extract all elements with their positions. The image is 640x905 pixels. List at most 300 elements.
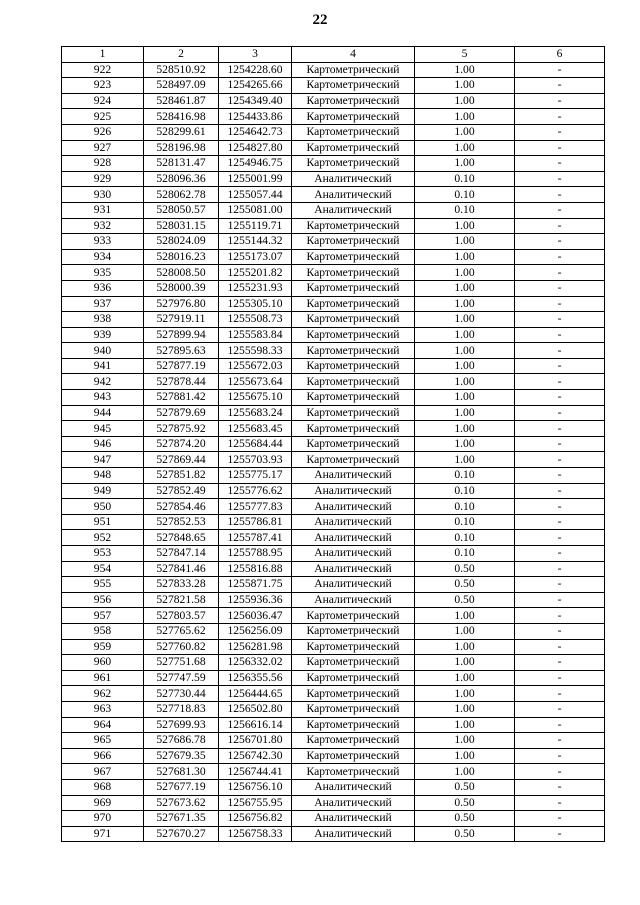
point-number-cell: 940 <box>62 343 144 359</box>
method-cell: Аналитический <box>292 514 415 530</box>
method-cell: Картометрический <box>292 623 415 639</box>
table-row <box>62 374 605 390</box>
y-coordinate-cell: 1256502.80 <box>219 701 292 717</box>
accuracy-cell: 1.00 <box>415 249 515 265</box>
x-coordinate-cell: 527730.44 <box>144 686 219 702</box>
x-coordinate-cell: 527848.65 <box>144 530 219 546</box>
x-coordinate-cell: 527673.62 <box>144 795 219 811</box>
table-row <box>62 733 605 749</box>
y-coordinate-cell: 1255683.45 <box>219 421 292 437</box>
description-cell: - <box>515 109 605 125</box>
y-coordinate-cell: 1256332.02 <box>219 655 292 671</box>
header-cell-point-number: 1 <box>62 47 144 63</box>
method-cell: Картометрический <box>292 764 415 780</box>
method-cell: Аналитический <box>292 561 415 577</box>
coordinates-table <box>61 46 605 842</box>
description-cell: - <box>515 358 605 374</box>
method-cell: Аналитический <box>292 779 415 795</box>
table-row <box>62 530 605 546</box>
description-cell: - <box>515 795 605 811</box>
y-coordinate-cell: 1255057.44 <box>219 187 292 203</box>
y-coordinate-cell: 1256616.14 <box>219 717 292 733</box>
accuracy-cell: 1.00 <box>415 265 515 281</box>
method-cell: Аналитический <box>292 795 415 811</box>
point-number-cell: 944 <box>62 405 144 421</box>
method-cell: Картометрический <box>292 249 415 265</box>
table-row <box>62 639 605 655</box>
accuracy-cell: 0.50 <box>415 811 515 827</box>
y-coordinate-cell: 1255786.81 <box>219 514 292 530</box>
point-number-cell: 963 <box>62 701 144 717</box>
description-cell: - <box>515 374 605 390</box>
table-row <box>62 717 605 733</box>
y-coordinate-cell: 1254946.75 <box>219 156 292 172</box>
method-cell: Картометрический <box>292 62 415 78</box>
x-coordinate-cell: 527686.78 <box>144 733 219 749</box>
x-coordinate-cell: 528461.87 <box>144 93 219 109</box>
description-cell: - <box>515 62 605 78</box>
accuracy-cell: 1.00 <box>415 218 515 234</box>
x-coordinate-cell: 527671.35 <box>144 811 219 827</box>
table-row <box>62 327 605 343</box>
x-coordinate-cell: 527803.57 <box>144 608 219 624</box>
method-cell: Картометрический <box>292 733 415 749</box>
y-coordinate-cell: 1255081.00 <box>219 202 292 218</box>
point-number-cell: 931 <box>62 202 144 218</box>
y-coordinate-cell: 1254433.86 <box>219 109 292 125</box>
accuracy-cell: 1.00 <box>415 655 515 671</box>
y-coordinate-cell: 1255508.73 <box>219 312 292 328</box>
x-coordinate-cell: 527852.49 <box>144 483 219 499</box>
y-coordinate-cell: 1256701.80 <box>219 733 292 749</box>
description-cell: - <box>515 608 605 624</box>
header-cell-accuracy: 5 <box>415 47 515 63</box>
table-row <box>62 421 605 437</box>
x-coordinate-cell: 527875.92 <box>144 421 219 437</box>
y-coordinate-cell: 1254265.66 <box>219 78 292 94</box>
method-cell: Картометрический <box>292 452 415 468</box>
x-coordinate-cell: 527895.63 <box>144 343 219 359</box>
description-cell: - <box>515 701 605 717</box>
accuracy-cell: 1.00 <box>415 234 515 250</box>
x-coordinate-cell: 527874.20 <box>144 436 219 452</box>
x-coordinate-cell: 527877.19 <box>144 358 219 374</box>
point-number-cell: 942 <box>62 374 144 390</box>
method-cell: Картометрический <box>292 78 415 94</box>
accuracy-cell: 1.00 <box>415 436 515 452</box>
x-coordinate-cell: 527681.30 <box>144 764 219 780</box>
table-row <box>62 156 605 172</box>
point-number-cell: 965 <box>62 733 144 749</box>
header-cell-description: 6 <box>515 47 605 63</box>
description-cell: - <box>515 514 605 530</box>
accuracy-cell: 1.00 <box>415 124 515 140</box>
table-row <box>62 452 605 468</box>
point-number-cell: 938 <box>62 312 144 328</box>
y-coordinate-cell: 1255305.10 <box>219 296 292 312</box>
point-number-cell: 964 <box>62 717 144 733</box>
table-row <box>62 748 605 764</box>
x-coordinate-cell: 527976.80 <box>144 296 219 312</box>
y-coordinate-cell: 1255871.75 <box>219 577 292 593</box>
method-cell: Аналитический <box>292 499 415 515</box>
x-coordinate-cell: 527869.44 <box>144 452 219 468</box>
x-coordinate-cell: 527847.14 <box>144 546 219 562</box>
accuracy-cell: 1.00 <box>415 62 515 78</box>
description-cell: - <box>515 140 605 156</box>
table-row <box>62 343 605 359</box>
accuracy-cell: 1.00 <box>415 764 515 780</box>
description-cell: - <box>515 436 605 452</box>
description-cell: - <box>515 530 605 546</box>
method-cell: Картометрический <box>292 390 415 406</box>
description-cell: - <box>515 561 605 577</box>
y-coordinate-cell: 1255231.93 <box>219 280 292 296</box>
y-coordinate-cell: 1256036.47 <box>219 608 292 624</box>
header-cell-x: 2 <box>144 47 219 63</box>
method-cell: Картометрический <box>292 639 415 655</box>
table-row <box>62 390 605 406</box>
description-cell: - <box>515 296 605 312</box>
point-number-cell: 970 <box>62 811 144 827</box>
method-cell: Картометрический <box>292 296 415 312</box>
description-cell: - <box>515 156 605 172</box>
x-coordinate-cell: 528131.47 <box>144 156 219 172</box>
method-cell: Картометрический <box>292 140 415 156</box>
y-coordinate-cell: 1255673.64 <box>219 374 292 390</box>
method-cell: Картометрический <box>292 748 415 764</box>
method-cell: Аналитический <box>292 202 415 218</box>
table-row <box>62 312 605 328</box>
x-coordinate-cell: 528096.36 <box>144 171 219 187</box>
table-body <box>62 62 605 842</box>
y-coordinate-cell: 1256256.09 <box>219 623 292 639</box>
x-coordinate-cell: 528299.61 <box>144 124 219 140</box>
description-cell: - <box>515 218 605 234</box>
y-coordinate-cell: 1254827.80 <box>219 140 292 156</box>
accuracy-cell: 0.10 <box>415 171 515 187</box>
point-number-cell: 939 <box>62 327 144 343</box>
method-cell: Картометрический <box>292 608 415 624</box>
accuracy-cell: 0.50 <box>415 592 515 608</box>
y-coordinate-cell: 1255775.17 <box>219 468 292 484</box>
accuracy-cell: 1.00 <box>415 405 515 421</box>
accuracy-cell: 0.10 <box>415 530 515 546</box>
method-cell: Картометрический <box>292 280 415 296</box>
point-number-cell: 924 <box>62 93 144 109</box>
method-cell: Картометрический <box>292 93 415 109</box>
table-row <box>62 608 605 624</box>
table-row <box>62 62 605 78</box>
y-coordinate-cell: 1255703.93 <box>219 452 292 468</box>
description-cell: - <box>515 499 605 515</box>
point-number-cell: 958 <box>62 623 144 639</box>
description-cell: - <box>515 280 605 296</box>
method-cell: Аналитический <box>292 546 415 562</box>
x-coordinate-cell: 527765.62 <box>144 623 219 639</box>
accuracy-cell: 1.00 <box>415 670 515 686</box>
x-coordinate-cell: 527852.53 <box>144 514 219 530</box>
y-coordinate-cell: 1255683.24 <box>219 405 292 421</box>
point-number-cell: 928 <box>62 156 144 172</box>
method-cell: Аналитический <box>292 187 415 203</box>
x-coordinate-cell: 528062.78 <box>144 187 219 203</box>
point-number-cell: 951 <box>62 514 144 530</box>
x-coordinate-cell: 528510.92 <box>144 62 219 78</box>
point-number-cell: 947 <box>62 452 144 468</box>
accuracy-cell: 0.10 <box>415 514 515 530</box>
method-cell: Картометрический <box>292 436 415 452</box>
y-coordinate-cell: 1255201.82 <box>219 265 292 281</box>
table-row <box>62 358 605 374</box>
method-cell: Аналитический <box>292 577 415 593</box>
accuracy-cell: 1.00 <box>415 312 515 328</box>
y-coordinate-cell: 1255936.36 <box>219 592 292 608</box>
accuracy-cell: 1.00 <box>415 358 515 374</box>
x-coordinate-cell: 528050.57 <box>144 202 219 218</box>
y-coordinate-cell: 1256756.82 <box>219 811 292 827</box>
accuracy-cell: 1.00 <box>415 390 515 406</box>
point-number-cell: 948 <box>62 468 144 484</box>
table-row <box>62 577 605 593</box>
method-cell: Картометрический <box>292 312 415 328</box>
point-number-cell: 926 <box>62 124 144 140</box>
y-coordinate-cell: 1255001.99 <box>219 171 292 187</box>
point-number-cell: 934 <box>62 249 144 265</box>
table-row <box>62 811 605 827</box>
x-coordinate-cell: 527878.44 <box>144 374 219 390</box>
point-number-cell: 923 <box>62 78 144 94</box>
point-number-cell: 949 <box>62 483 144 499</box>
y-coordinate-cell: 1255675.10 <box>219 390 292 406</box>
table-row <box>62 686 605 702</box>
description-cell: - <box>515 779 605 795</box>
table-row <box>62 234 605 250</box>
method-cell: Картометрический <box>292 218 415 234</box>
accuracy-cell: 1.00 <box>415 748 515 764</box>
x-coordinate-cell: 527751.68 <box>144 655 219 671</box>
table-row <box>62 670 605 686</box>
method-cell: Картометрический <box>292 124 415 140</box>
description-cell: - <box>515 733 605 749</box>
description-cell: - <box>515 483 605 499</box>
accuracy-cell: 1.00 <box>415 93 515 109</box>
y-coordinate-cell: 1255173.07 <box>219 249 292 265</box>
point-number-cell: 941 <box>62 358 144 374</box>
x-coordinate-cell: 527760.82 <box>144 639 219 655</box>
description-cell: - <box>515 78 605 94</box>
description-cell: - <box>515 623 605 639</box>
x-coordinate-cell: 527679.35 <box>144 748 219 764</box>
table-row <box>62 764 605 780</box>
table-row <box>62 655 605 671</box>
accuracy-cell: 0.50 <box>415 795 515 811</box>
accuracy-cell: 0.50 <box>415 577 515 593</box>
accuracy-cell: 0.10 <box>415 499 515 515</box>
page-number: 22 <box>312 12 328 28</box>
table-row <box>62 109 605 125</box>
accuracy-cell: 1.00 <box>415 109 515 125</box>
point-number-cell: 959 <box>62 639 144 655</box>
description-cell: - <box>515 421 605 437</box>
table-row <box>62 436 605 452</box>
accuracy-cell: 0.10 <box>415 187 515 203</box>
table-header <box>62 47 605 63</box>
x-coordinate-cell: 527899.94 <box>144 327 219 343</box>
description-cell: - <box>515 655 605 671</box>
method-cell: Аналитический <box>292 468 415 484</box>
accuracy-cell: 1.00 <box>415 280 515 296</box>
accuracy-cell: 1.00 <box>415 639 515 655</box>
y-coordinate-cell: 1256758.33 <box>219 826 292 842</box>
table-row <box>62 561 605 577</box>
x-coordinate-cell: 527747.59 <box>144 670 219 686</box>
accuracy-cell: 1.00 <box>415 608 515 624</box>
description-cell: - <box>515 592 605 608</box>
accuracy-cell: 1.00 <box>415 327 515 343</box>
description-cell: - <box>515 187 605 203</box>
method-cell: Картометрический <box>292 156 415 172</box>
point-number-cell: 932 <box>62 218 144 234</box>
description-cell: - <box>515 670 605 686</box>
x-coordinate-cell: 527821.58 <box>144 592 219 608</box>
point-number-cell: 969 <box>62 795 144 811</box>
x-coordinate-cell: 527879.69 <box>144 405 219 421</box>
x-coordinate-cell: 528016.23 <box>144 249 219 265</box>
y-coordinate-cell: 1256744.41 <box>219 764 292 780</box>
description-cell: - <box>515 327 605 343</box>
table-row <box>62 202 605 218</box>
y-coordinate-cell: 1255144.32 <box>219 234 292 250</box>
x-coordinate-cell: 527851.82 <box>144 468 219 484</box>
point-number-cell: 945 <box>62 421 144 437</box>
accuracy-cell: 1.00 <box>415 421 515 437</box>
table-row <box>62 296 605 312</box>
x-coordinate-cell: 528416.98 <box>144 109 219 125</box>
accuracy-cell: 0.10 <box>415 483 515 499</box>
description-cell: - <box>515 686 605 702</box>
table-row <box>62 514 605 530</box>
description-cell: - <box>515 249 605 265</box>
x-coordinate-cell: 527677.19 <box>144 779 219 795</box>
point-number-cell: 922 <box>62 62 144 78</box>
y-coordinate-cell: 1256742.30 <box>219 748 292 764</box>
method-cell: Аналитический <box>292 171 415 187</box>
table-row <box>62 187 605 203</box>
description-cell: - <box>515 826 605 842</box>
accuracy-cell: 0.50 <box>415 561 515 577</box>
point-number-cell: 929 <box>62 171 144 187</box>
accuracy-cell: 0.50 <box>415 779 515 795</box>
method-cell: Картометрический <box>292 358 415 374</box>
point-number-cell: 933 <box>62 234 144 250</box>
point-number-cell: 925 <box>62 109 144 125</box>
accuracy-cell: 1.00 <box>415 296 515 312</box>
point-number-cell: 943 <box>62 390 144 406</box>
description-cell: - <box>515 577 605 593</box>
table-row <box>62 78 605 94</box>
method-cell: Картометрический <box>292 405 415 421</box>
method-cell: Картометрический <box>292 109 415 125</box>
table-row <box>62 483 605 499</box>
accuracy-cell: 1.00 <box>415 452 515 468</box>
table-row <box>62 93 605 109</box>
point-number-cell: 961 <box>62 670 144 686</box>
table-row <box>62 265 605 281</box>
description-cell: - <box>515 546 605 562</box>
y-coordinate-cell: 1255119.71 <box>219 218 292 234</box>
description-cell: - <box>515 312 605 328</box>
x-coordinate-cell: 527833.28 <box>144 577 219 593</box>
header-row <box>62 47 605 63</box>
method-cell: Картометрический <box>292 374 415 390</box>
method-cell: Картометрический <box>292 421 415 437</box>
table-row <box>62 701 605 717</box>
y-coordinate-cell: 1256355.56 <box>219 670 292 686</box>
table-row <box>62 124 605 140</box>
accuracy-cell: 1.00 <box>415 140 515 156</box>
accuracy-cell: 0.10 <box>415 468 515 484</box>
table-row <box>62 140 605 156</box>
accuracy-cell: 0.10 <box>415 202 515 218</box>
table-row <box>62 623 605 639</box>
x-coordinate-cell: 527718.83 <box>144 701 219 717</box>
table-row <box>62 592 605 608</box>
point-number-cell: 966 <box>62 748 144 764</box>
description-cell: - <box>515 171 605 187</box>
x-coordinate-cell: 527919.11 <box>144 312 219 328</box>
description-cell: - <box>515 265 605 281</box>
method-cell: Картометрический <box>292 701 415 717</box>
method-cell: Картометрический <box>292 717 415 733</box>
method-cell: Аналитический <box>292 592 415 608</box>
accuracy-cell: 1.00 <box>415 623 515 639</box>
x-coordinate-cell: 527841.46 <box>144 561 219 577</box>
method-cell: Аналитический <box>292 483 415 499</box>
description-cell: - <box>515 124 605 140</box>
y-coordinate-cell: 1255583.84 <box>219 327 292 343</box>
description-cell: - <box>515 717 605 733</box>
table-row <box>62 218 605 234</box>
description-cell: - <box>515 468 605 484</box>
point-number-cell: 946 <box>62 436 144 452</box>
accuracy-cell: 1.00 <box>415 686 515 702</box>
method-cell: Аналитический <box>292 811 415 827</box>
x-coordinate-cell: 528497.09 <box>144 78 219 94</box>
point-number-cell: 967 <box>62 764 144 780</box>
point-number-cell: 957 <box>62 608 144 624</box>
point-number-cell: 971 <box>62 826 144 842</box>
y-coordinate-cell: 1255684.44 <box>219 436 292 452</box>
header-cell-method: 4 <box>292 47 415 63</box>
description-cell: - <box>515 748 605 764</box>
accuracy-cell: 0.10 <box>415 546 515 562</box>
y-coordinate-cell: 1255788.95 <box>219 546 292 562</box>
point-number-cell: 968 <box>62 779 144 795</box>
point-number-cell: 952 <box>62 530 144 546</box>
description-cell: - <box>515 764 605 780</box>
y-coordinate-cell: 1255816.88 <box>219 561 292 577</box>
table-row <box>62 171 605 187</box>
x-coordinate-cell: 527881.42 <box>144 390 219 406</box>
x-coordinate-cell: 527854.46 <box>144 499 219 515</box>
accuracy-cell: 1.00 <box>415 374 515 390</box>
y-coordinate-cell: 1254349.40 <box>219 93 292 109</box>
point-number-cell: 960 <box>62 655 144 671</box>
method-cell: Картометрический <box>292 234 415 250</box>
point-number-cell: 954 <box>62 561 144 577</box>
y-coordinate-cell: 1256756.10 <box>219 779 292 795</box>
